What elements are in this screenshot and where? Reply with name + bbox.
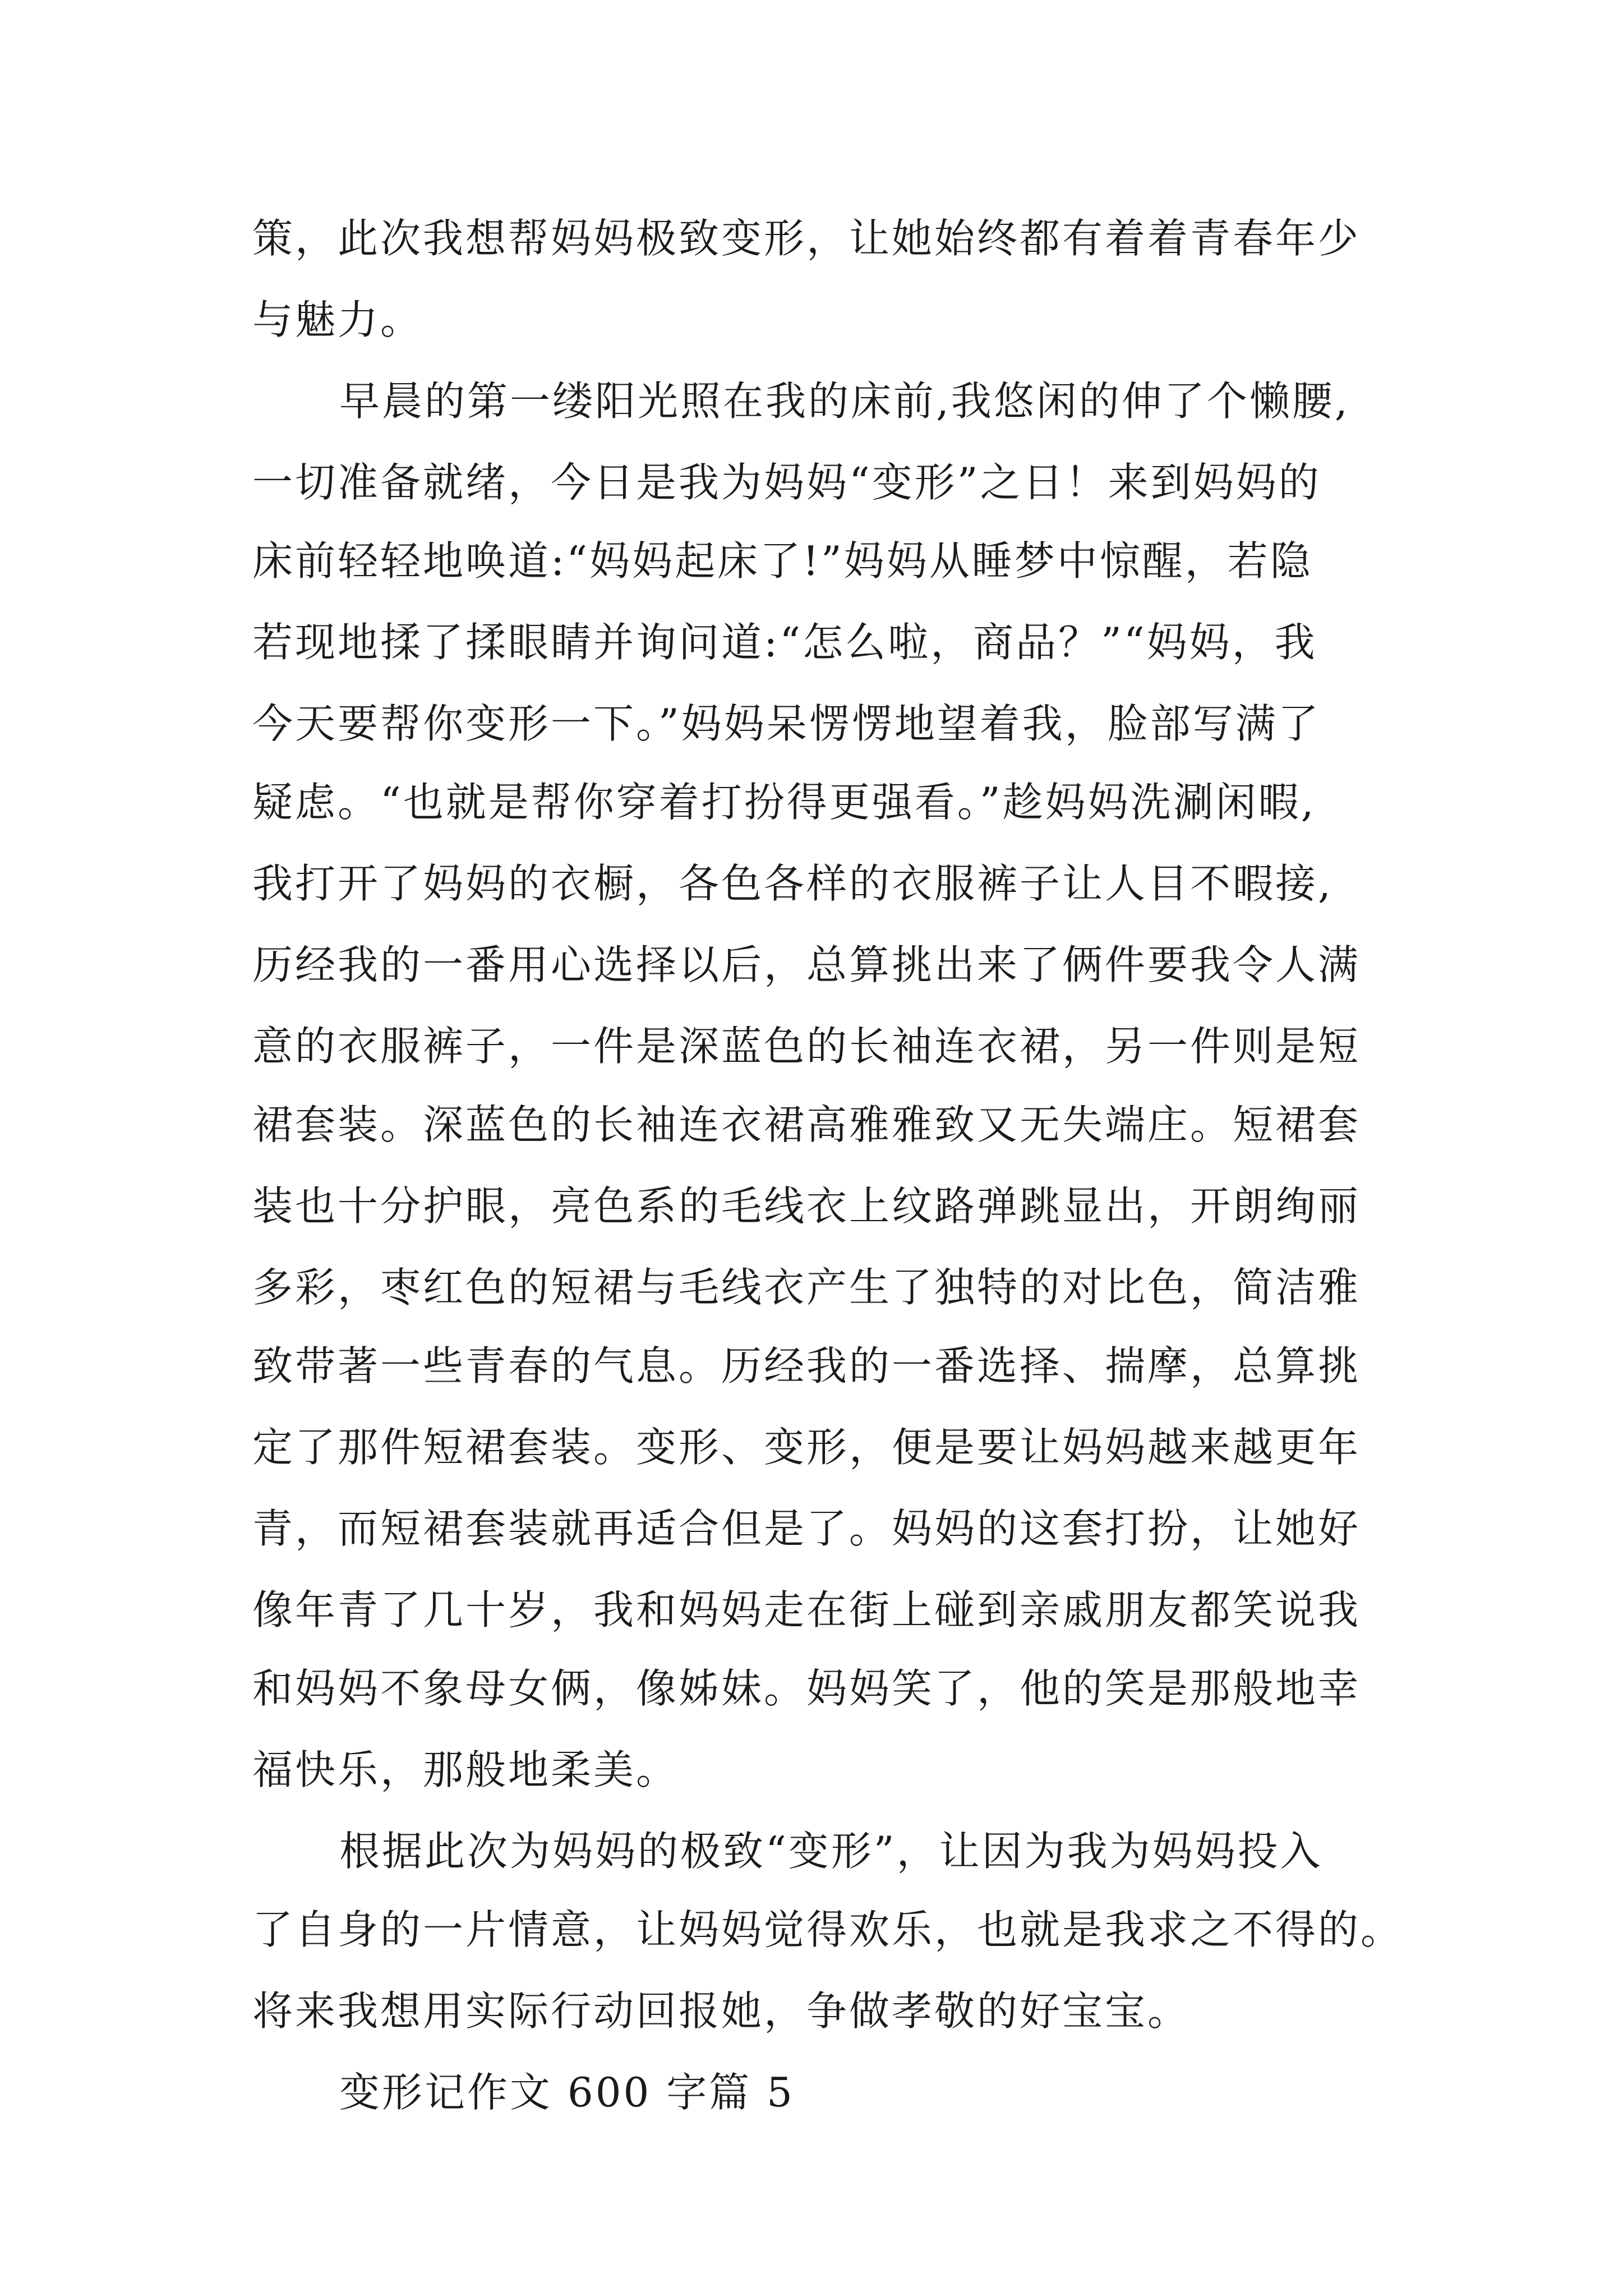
text-line: 和妈妈不象母女俩，像姊妹。妈妈笑了，他的笑是那般地幸 xyxy=(252,1665,1361,1712)
text-line: 将来我想用实际行动回报她，争做孝敬的好宝宝。 xyxy=(252,1987,1191,2035)
text-line: 裙套装。深蓝色的长袖连衣裙高雅雅致又无失端庄。短裙套 xyxy=(252,1101,1361,1148)
text-line: 策，此次我想帮妈妈极致变形，让她始终都有着着青春年少 xyxy=(252,215,1361,262)
text-line: 我打开了妈妈的衣橱，各色各样的衣服裤子让人目不暇接, xyxy=(252,860,1333,907)
text-line: 装也十分护眼，亮色系的毛线衣上纹路弹跳显出，开朗绚丽 xyxy=(252,1182,1361,1230)
text-line: 一切准备就绪，今日是我为妈妈“变形”之日！来到妈妈的 xyxy=(252,459,1321,506)
text-line: 若现地揉了揉眼睛并询问道:“怎么啦，商品？”“妈妈，我 xyxy=(252,619,1317,666)
text-line: 历经我的一番用心选择以后，总算挑出来了俩件要我令人满 xyxy=(252,941,1361,988)
text-line: 意的衣服裤子，一件是深蓝色的长袖连衣裙，另一件则是短 xyxy=(252,1023,1361,1070)
text-line: 像年青了几十岁，我和妈妈走在街上碰到亲戚朋友都笑说我 xyxy=(252,1586,1361,1634)
text-line: 福快乐，那般地柔美。 xyxy=(252,1746,679,1793)
text-line: 今天要帮你变形一下。”妈妈呆愣愣地望着我，脸部写满了 xyxy=(252,700,1321,747)
text-line: 与魅力。 xyxy=(252,296,423,343)
text-line: 定了那件短裙套装。变形、变形，便是要让妈妈越来越更年 xyxy=(252,1424,1361,1471)
paragraph-start-line: 根据此次为妈妈的极致“变形”，让因为我为妈妈投入 xyxy=(339,1828,1323,1875)
paragraph-start-line: 早晨的第一缕阳光照在我的床前,我悠闲的伸了个懒腰, xyxy=(339,378,1350,425)
section-heading: 变形记作文 600 字篇 5 xyxy=(339,2069,795,2116)
text-line: 青，而短裙套装就再适合但是了。妈妈的这套打扮，让她好 xyxy=(252,1505,1361,1552)
text-line: 床前轻轻地唤道:“妈妈起床了!”妈妈从睡梦中惊醒，若隐 xyxy=(252,537,1313,585)
text-line: 致带著一些青春的气息。历经我的一番选择、揣摩，总算挑 xyxy=(252,1342,1361,1389)
text-line: 多彩，枣红色的短裙与毛线衣产生了独特的对比色，简洁雅 xyxy=(252,1264,1361,1311)
text-line: 疑虑。“也就是帮你穿着打扮得更强看。”趁妈妈洗涮闲暇, xyxy=(252,779,1316,826)
text-line: 了自身的一片情意，让妈妈觉得欢乐，也就是我求之不得的。 xyxy=(252,1906,1404,1953)
